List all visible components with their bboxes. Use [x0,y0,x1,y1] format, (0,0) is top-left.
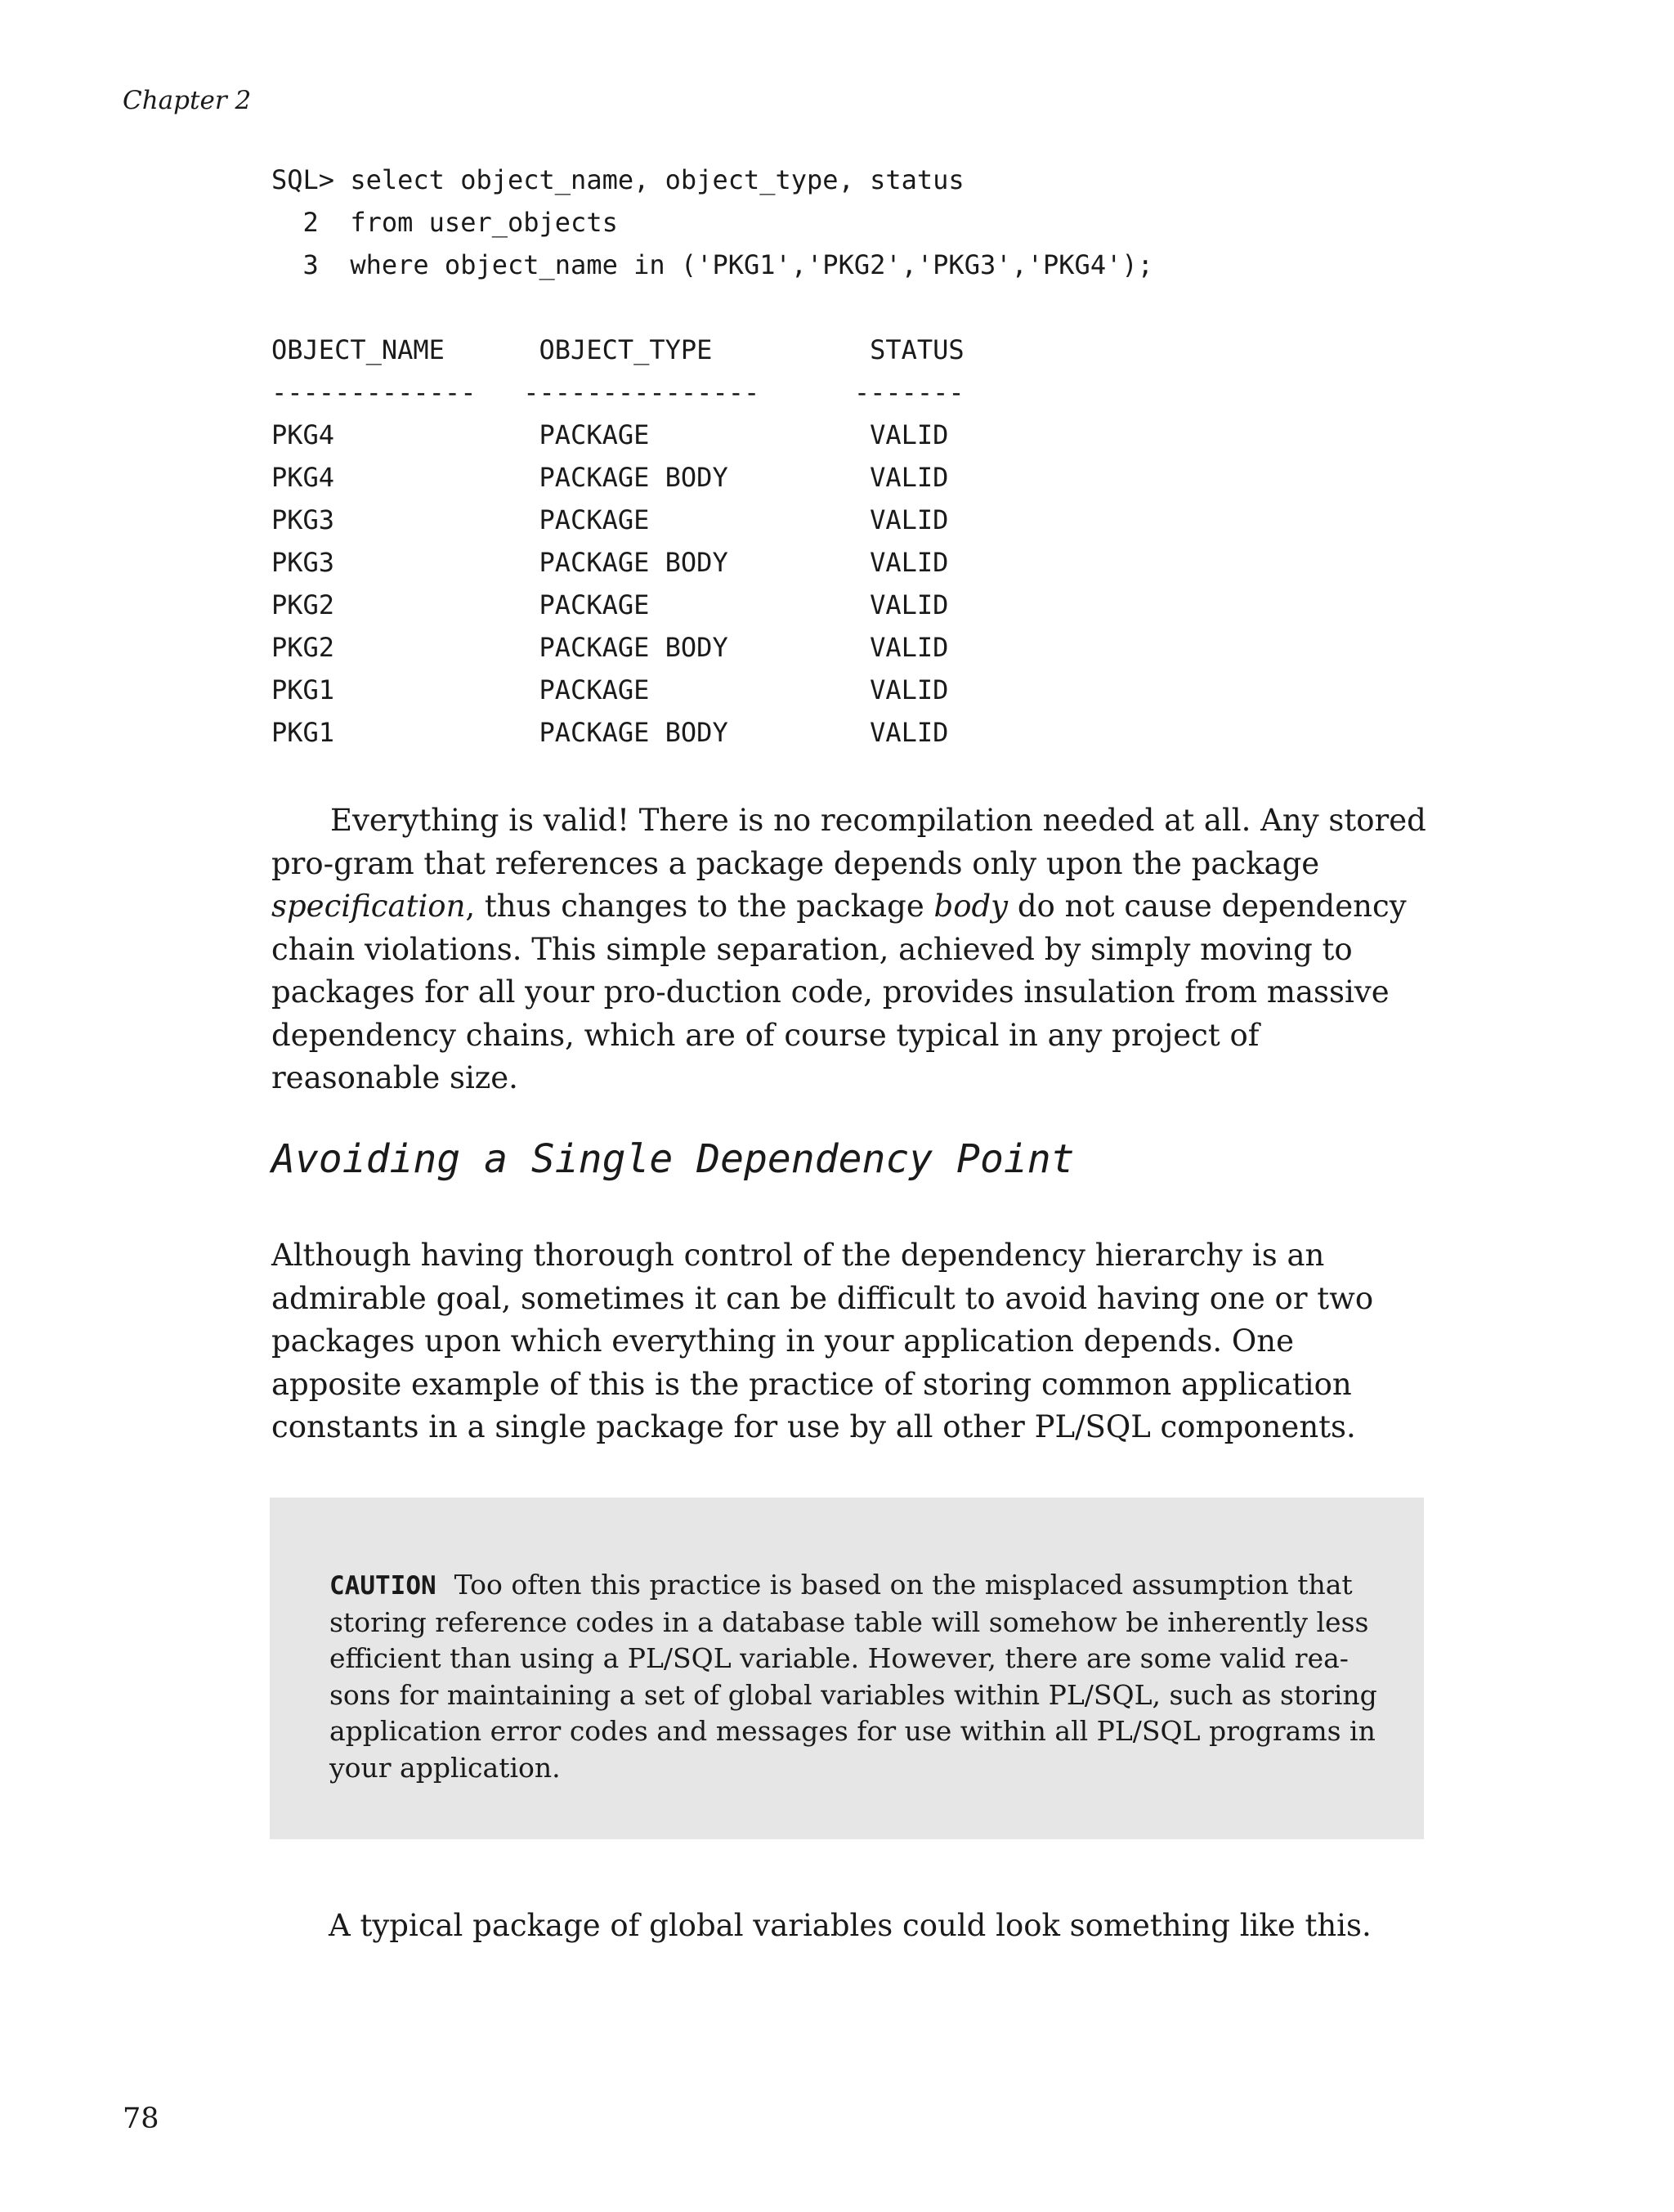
result-row [271,499,965,541]
result-cell-object-type: PACKAGE BODY [539,462,728,493]
result-cell-object-type: PACKAGE BODY [539,717,728,748]
result-header-row: OBJECT_NAME OBJECT_TYPE STATUS [271,334,965,365]
paragraph-1-text-a: Everything is valid! There is no recompilation needed at all. Any stored pro-gram that references a package depends only upon the package [271,803,1426,881]
column-gap [728,462,870,493]
result-row [271,414,965,456]
sql-line-3: 3 where object_name in ('PKG1','PKG2','PKG3','PKG4'); [271,249,1153,280]
column-gap [334,462,539,493]
body-paragraph-2: Although having thorough control of the dependency hierarchy is an admirable goal, sometimes it can be difficult to avoid having one or two packages upon which everything in your application depends. One apposite example of this is the practice of storing common application constants in a single package for use by all other PL/SQL components. [271,1238,1374,1444]
result-separator-row: ------------- --------------- ------- [271,377,965,408]
result-cell-status: VALID [870,674,949,705]
result-cell-object-name: PKG3 [271,504,335,535]
body-paragraph-3: A typical package of global variables could look something like this. [329,1908,1372,1943]
section-heading: Avoiding a Single Dependency Point [271,1136,1075,1182]
paragraph-1-text-b: , thus changes to the package [465,889,934,924]
result-cell-status: VALID [870,547,949,578]
result-cell-object-name: PKG2 [271,632,335,663]
result-cell-status: VALID [870,589,949,620]
result-row [271,541,965,584]
column-gap [649,419,870,450]
result-cell-object-name: PKG4 [271,462,335,493]
caution-body: Too often this practice is based on the misplaced assumption that storing reference codes in a database table will somehow be inherently less efficient than using a PL/SQL variable. However, there are some valid rea-sons for maintaining a set of global variables within PL/SQL, such as storing application error codes and messages for use within all PL/SQL programs in your application. [329,1569,1377,1784]
result-row [271,456,965,499]
result-row [271,626,965,669]
column-gap [649,674,870,705]
result-row [271,669,965,711]
caution-box [270,1498,1424,1839]
result-cell-object-type: PACKAGE [539,504,650,535]
column-gap [728,547,870,578]
result-cell-object-type: PACKAGE [539,419,650,450]
sql-line-1: SQL> select object_name, object_type, status [271,164,965,195]
result-cell-status: VALID [870,504,949,535]
result-cell-object-type: PACKAGE [539,674,650,705]
result-row [271,711,965,754]
result-cell-status: VALID [870,632,949,663]
result-cell-object-type: PACKAGE BODY [539,547,728,578]
result-cell-object-name: PKG2 [271,589,335,620]
result-row [271,584,965,626]
result-rows [271,414,965,754]
column-gap [649,504,870,535]
column-gap [334,717,539,748]
body-paragraph-1 [271,799,1432,1100]
column-gap [334,674,539,705]
result-cell-object-name: PKG4 [271,419,335,450]
result-cell-status: VALID [870,462,949,493]
caution-text [329,1567,1384,1786]
result-cell-object-type: PACKAGE [539,589,650,620]
result-cell-object-type: PACKAGE BODY [539,632,728,663]
column-gap [334,504,539,535]
column-gap [334,589,539,620]
caution-label: CAUTION [329,1571,436,1601]
column-gap [334,419,539,450]
query-result-block [271,329,965,754]
paragraph-1-emphasis-specification: specification [271,889,466,924]
column-gap [649,589,870,620]
result-cell-object-name: PKG1 [271,717,335,748]
result-cell-object-name: PKG1 [271,674,335,705]
running-head: Chapter 2 [123,86,252,115]
page-number: 78 [123,2102,159,2135]
result-cell-status: VALID [870,717,949,748]
column-gap [334,547,539,578]
result-cell-status: VALID [870,419,949,450]
paragraph-1-emphasis-body: body [933,889,1009,924]
column-gap [728,632,870,663]
sql-line-2: 2 from user_objects [271,207,618,238]
column-gap [334,632,539,663]
result-cell-object-name: PKG3 [271,547,335,578]
sql-query-block [271,159,1153,286]
paragraph-1-text-c: do not cause dependency chain violations. This simple separation, achieved by simply moving to packages for all your pro-duction code, provides insulation from massive dependency chains, which are of course typical in any project of reasonable size. [271,889,1407,1095]
column-gap [728,717,870,748]
